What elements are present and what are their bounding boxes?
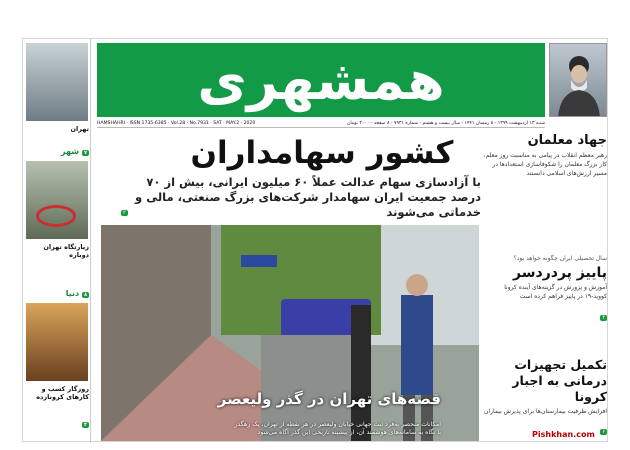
bicycle-wheel-shape: [36, 205, 76, 227]
left-section-city: [25, 147, 89, 156]
photo-caption-title: قصه‌های تهران در گذر ولیعصر: [217, 390, 441, 408]
left-badge-wrap: [25, 419, 89, 428]
story3-badge: ۶: [602, 429, 605, 435]
story3-text: افزایش ظرفیت بیمارستان‌ها برای پذیرش بیماران: [484, 408, 607, 415]
portrait-figure-icon: [550, 44, 607, 117]
left-caption-3: زیارتگاه تهران دوباره: [43, 243, 89, 259]
story2-badge-wrap: [483, 304, 607, 323]
photo-caption-text: امکانات منحصر به‌فرد ثبت جهانی خیابان ولیعصر در هر نقطه از تهران، یک رهگذر با نگاه به سامانه‌های هوشمند آن، از پیشینه تاریخی این گذر آگاه می‌شود: [234, 421, 441, 436]
left-badge-8: ۸: [83, 292, 87, 298]
story2-badge: ۴: [602, 315, 605, 321]
story3-title: تکمیل تجهیزات درمانی به اجبار کرونا: [512, 357, 607, 404]
left-caption-5: روزگار کسب و کارهای کرونازده: [36, 385, 89, 401]
left-section-label: دنیا: [65, 289, 80, 298]
left-photo-1: [26, 43, 88, 121]
portrait-photo: [549, 43, 607, 117]
left-section-label: شهر: [61, 147, 80, 156]
issue-strip: [97, 119, 545, 128]
street-scene-illustration: [101, 225, 479, 441]
left-badge-7: ۷: [83, 150, 87, 156]
left-caption-1: تهران: [70, 125, 89, 133]
masthead-title: همشهری: [197, 48, 445, 112]
masthead: [97, 43, 545, 117]
watermark: Pishkhan.com: [532, 430, 595, 439]
story1-text: رهبر معظم انقلاب در پیامی به مناسبت روز معلم، کار بزرگ معلمان را شکوفاسازی استعدادها در مسیر ارزش‌های اسلامی دانستند: [483, 152, 607, 177]
main-photo: [101, 225, 479, 441]
story1-title: جهاد معلمان: [527, 133, 607, 148]
issue-strip-persian: شنبه ۱۳ اردیبهشت ۱۳۹۹ - ۸ رمضان ۱۴۴۱ - سال بیست و هشتم - شماره ۷۹۳۱ - ۸ صفحه - ۲۰۰۰ تومان: [347, 121, 545, 126]
main-lead: با آزادسازی سهام عدالت عملاً ۶۰ میلیون ایرانی، بیش از ۷۰ درصد جمعیت ایران سهامدار شرکت‌های بزرگ صنعتی، مالی و خدماتی می‌شوند: [135, 175, 481, 219]
main-headline: کشور سهامداران: [190, 135, 454, 171]
left-column: [23, 39, 91, 443]
newspaper-page: [22, 38, 608, 442]
left-photo-2: [26, 161, 88, 239]
main-badge: ۲: [123, 210, 126, 216]
main-badge-wrap: [121, 199, 128, 218]
story2-text: آموزش و پرورش در گزینه‌های آینده کرونا کووید-۱۹ در پاییز فراهم کرده است: [504, 284, 607, 300]
left-badge-4: ۴: [83, 422, 87, 428]
story2-kicker: سال تحصیلی ایران چگونه خواهد بود؟: [513, 255, 607, 262]
issue-strip-latin: HAMSHAHRI · ISSN 1735-6385 · Vol.28 · No.7931 · SAT · MAY.2 · 2020: [97, 121, 256, 126]
right-column: [483, 129, 607, 443]
story2-title: پاییز پردردسر: [513, 265, 607, 281]
left-photo-3: [26, 303, 88, 381]
left-section-world: [25, 289, 89, 298]
